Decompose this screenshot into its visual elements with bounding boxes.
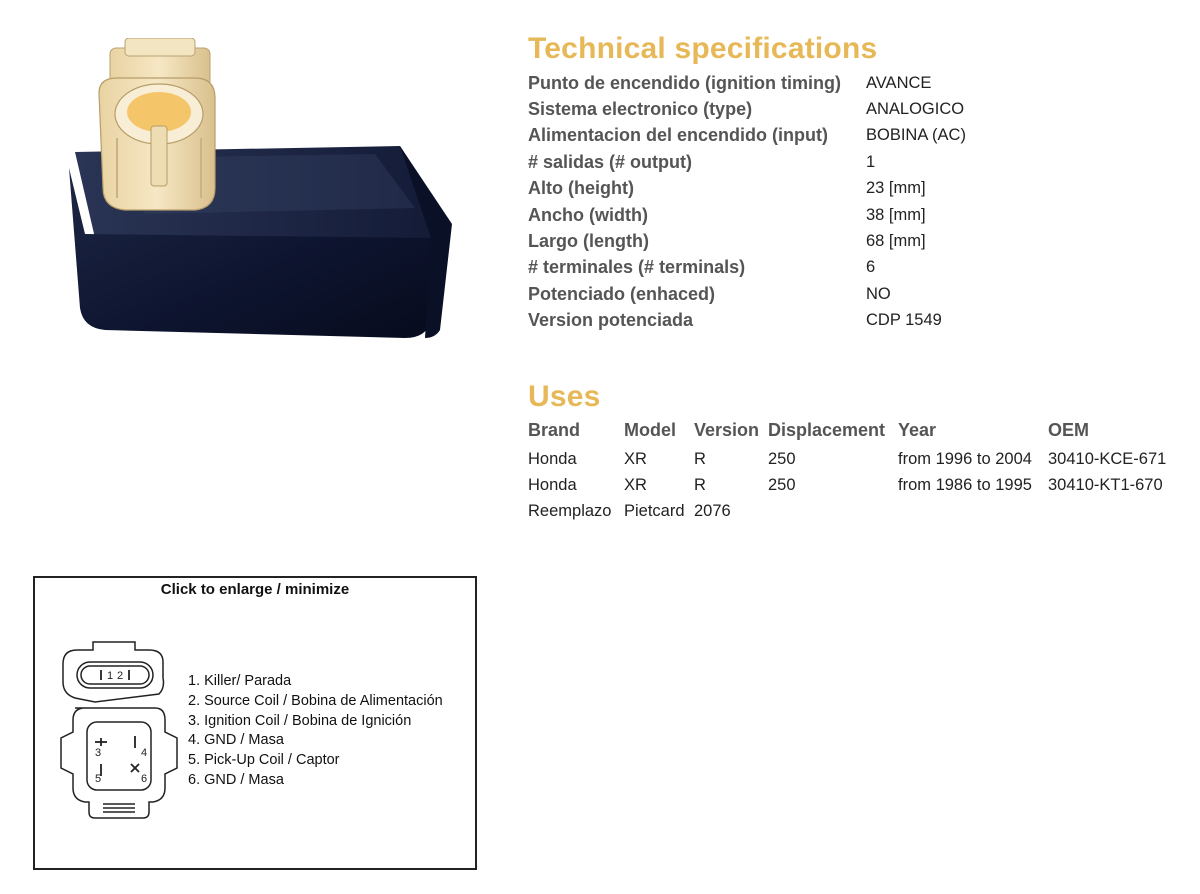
header-year: Year [898,419,937,440]
spec-label: # salidas (# output) [528,151,693,172]
cell-year: from 1986 to 1995 [898,475,1032,494]
spec-row [528,255,1188,281]
pin-item: 3. Ignition Coil / Bobina de Ignición [188,712,412,729]
pin-item: 6. GND / Masa [188,771,284,788]
pin-legend [188,672,443,791]
spec-label: # terminales (# terminals) [528,257,746,278]
replacement-number: 2076 [694,501,731,520]
pin-item: 4. GND / Masa [188,732,284,749]
replacement-label: Reemplazo [528,501,612,520]
spec-row [528,281,1188,307]
wiring-diagram[interactable] [33,576,477,870]
pin-item: 5. Pick-Up Coil / Captor [188,752,340,769]
uses-table [528,418,1178,524]
header-oem: OEM [1048,419,1090,440]
spec-row [528,123,1188,149]
cell-model: XR [624,449,647,468]
connector-pinout-icon [55,628,185,868]
spec-row [528,308,1188,334]
pin-number: 1 [107,670,114,682]
uses-header-row [528,418,1178,446]
cell-oem: 30410-KT1-670 [1048,475,1163,494]
cell-model: XR [624,475,647,494]
cell-displacement: 250 [768,475,796,494]
spec-value: 23 [mm] [866,179,926,198]
spec-value: 1 [866,152,876,171]
spec-row [528,70,1188,96]
spec-value: 68 [mm] [866,232,926,251]
pin-number: 3 [95,747,102,759]
cell-displacement: 250 [768,449,796,468]
pin-item: 2. Source Coil / Bobina de Alimentación [188,692,443,709]
header-brand: Brand [528,419,581,440]
cell-oem: 30410-KCE-671 [1048,449,1167,468]
cell-brand: Honda [528,475,577,494]
spec-value: NO [866,284,891,303]
uses-title: Uses [528,380,601,413]
spec-row [528,176,1188,202]
spec-value: 6 [866,258,876,277]
replacement-row [528,498,1178,524]
spec-label: Ancho (width) [528,204,648,225]
pin-number: 6 [141,773,148,785]
spec-label: Largo (length) [528,231,649,252]
cell-year: from 1996 to 2004 [898,449,1032,468]
spec-value: 38 [mm] [866,205,926,224]
pin-number: 5 [95,773,102,785]
technical-specifications [528,32,1188,334]
pin-number: 4 [141,747,148,759]
spec-row [528,96,1188,122]
spec-list [528,70,1188,334]
spec-value: BOBINA (AC) [866,126,966,145]
header-model: Model [624,419,676,440]
enlarge-toggle-caption[interactable]: Click to enlarge / minimize [160,581,350,598]
header-displacement: Displacement [768,419,886,440]
spec-row [528,202,1188,228]
table-row [528,472,1178,498]
spec-value: AVANCE [866,73,932,92]
pin-item: 1. Killer/ Parada [188,673,292,689]
spec-label: Punto de encendido (ignition timing) [528,72,841,93]
cell-brand: Honda [528,449,577,468]
pin-number: 2 [117,670,124,682]
header-version: Version [694,419,760,440]
spec-value: CDP 1549 [866,311,942,330]
spec-value: ANALOGICO [866,100,965,119]
spec-label: Sistema electronico (type) [528,99,753,120]
replacement-brand: Pietcard [624,501,685,520]
spec-row [528,149,1188,175]
table-row [528,446,1178,472]
spec-label: Version potenciada [528,310,694,331]
spec-row [528,228,1188,254]
connector-graphic [99,38,215,210]
spec-label: Alimentacion del encendido (input) [528,125,829,146]
specs-title: Technical specifications [528,32,878,65]
product-image [55,38,465,358]
cell-version: R [694,449,706,468]
spec-label: Potenciado (enhaced) [528,283,716,304]
spec-label: Alto (height) [528,178,634,199]
uses-section [528,380,1188,524]
cell-version: R [694,475,706,494]
